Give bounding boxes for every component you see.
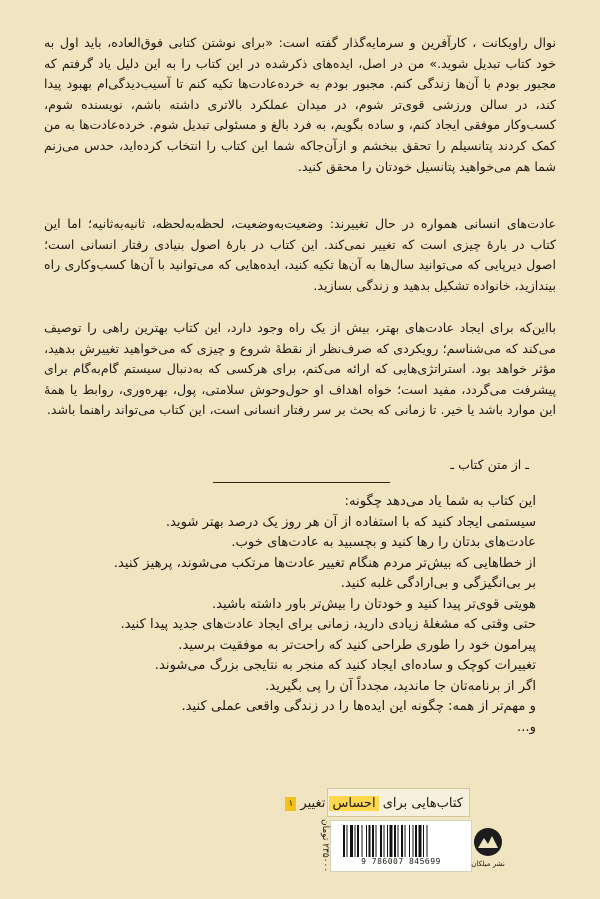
list-item: حتی وقتی که مشغلهٔ زیادی دارید، زمانی برای ایجاد عادت‌های جدید پیدا کنید. bbox=[120, 617, 536, 632]
intro-paragraph-2: عادت‌های انسانی همواره در حال تغییرند: وضعیت‌به‌وضعیت، لحظه‌به‌لحظه، ثانیه‌به‌ثانیه؛ اما این کتاب در بارهٔ چیزی است که تغییر نمی‌کند. این کتاب در بارهٔ اصول بنیادی رفتار انسانی است؛ اصول دیرپایی که می‌توانید سال‌ها به آن‌ها تکیه کنید، ایده‌هایی که می‌توانید با آن‌ها کسب‌وکاری راه بیندازید، خانواده تشکیل بدهید و زندگی بسازید. bbox=[44, 216, 556, 293]
excerpt-signature: ـ از متن کتاب ـ bbox=[450, 457, 529, 472]
publisher-name: نشر میلکان bbox=[471, 860, 505, 868]
list-title: این کتاب به شما یاد می‌دهد چگونه: bbox=[344, 494, 536, 509]
barcode-graphic bbox=[341, 825, 461, 857]
series-mark: ۱ bbox=[285, 797, 296, 811]
isbn-barcode-box bbox=[330, 820, 472, 872]
section-divider bbox=[213, 482, 390, 483]
series-label bbox=[288, 788, 470, 817]
series-label-suffix: تغییر bbox=[300, 796, 326, 811]
list-item: و مهم‌تر از همه: چگونه این ایده‌ها را در زندگی واقعی عملی کنید. bbox=[181, 699, 536, 714]
list-item: تغییرات کوچک و ساده‌ای ایجاد کنید که منجر به نتایجی بزرگ می‌شوند. bbox=[154, 658, 536, 673]
list-item: از خطاهایی که بیش‌تر مردم هنگام تغییر عادت‌ها مرتکب می‌شوند، پرهیز کنید. bbox=[113, 555, 536, 571]
list-item: اگر از برنامه‌تان جا ماندید، مجدداً آن را پی بگیرید. bbox=[265, 678, 536, 694]
intro-paragraph-3: بااین‌که برای ایجاد عادت‌های بهتر، بیش از یک راه وجود دارد، این کتاب بهترین راهی را توصیف می‌کند که می‌شناسم؛ رویکردی که صرف‌نظر از نقطهٔ شروع و چیزی که می‌خواهید تغییرش بدهید، مؤثر خواهد بود. استراتژی‌هایی که ارائه می‌کنم، برای هرکسی که به‌دنبال سیستم گام‌به‌گام برای پیشرفت می‌گردد، مفید است؛ خواه اهداف او حول‌وحوش سلامتی، پول، بهره‌وری، روابط یا همهٔ این موارد باشد یا خیر. تا زمانی که بحث بر سر رفتار انسانی است، این کتاب می‌تواند راهنما باشد. bbox=[44, 320, 556, 418]
list-item: و... bbox=[517, 719, 536, 735]
benefits-list bbox=[113, 492, 536, 738]
list-item: پیرامون خود را طوری طراحی کنید که راحت‌تر به موفقیت برسید. bbox=[178, 637, 536, 653]
list-item: هویتی قوی‌تر پیدا کنید و خودتان را بیش‌تر باور داشته باشید. bbox=[211, 596, 536, 612]
list-item: سیستمی ایجاد کنید که با استفاده از آن هر روز یک درصد بهتر شوید. bbox=[165, 514, 536, 530]
list-item: عادت‌های بدتان را رها کنید و بچسبید به عادت‌های خوب. bbox=[231, 535, 536, 550]
isbn-number: 9 786007 845699 bbox=[361, 857, 441, 866]
series-label-prefix: کتاب‌هایی برای bbox=[382, 796, 463, 811]
list-item: بر بی‌انگیزگی و بی‌ارادگی غلبه کنید. bbox=[340, 576, 536, 591]
price-label: ۲۳۵۰۰۰ تومان bbox=[320, 818, 330, 872]
intro-paragraph-1: نوال راویکانت ، کارآفرین و سرمایه‌گذار گفته است: «برای نوشتن کتابی فوق‌العاده، باید اول به خود کتاب تبدیل شوید.» من در اصل، ایده‌های ذکرشده در این کتاب را به این دلیل یاد گرفتم که مجبور بودم با آن‌ها زندگی کنم. مجبور بودم به خرده‌عادت‌ها تکیه کنم تا آسیب‌دیدگی‌ام بهبود پیدا کند، در سالن ورزشی قوی‌تر شوم، در میدان عملکرد بالاتری داشته باشم، نویسنده شوم، کسب‌وکار موفقی ایجاد کنم، و ساده بگویم، به فرد بالغ و مسئولی تبدیل شوم. خرده‌عادت‌ها به من کمک کردند پتانسیلم را تحقق ببخشم و ازآن‌جاکه شما این کتاب را انتخاب کرده‌اید، حدس می‌زنم شما هم می‌خواهید پتانسیل خودتان را محقق کنید. bbox=[44, 35, 556, 174]
series-label-highlight: احساس bbox=[329, 796, 378, 811]
